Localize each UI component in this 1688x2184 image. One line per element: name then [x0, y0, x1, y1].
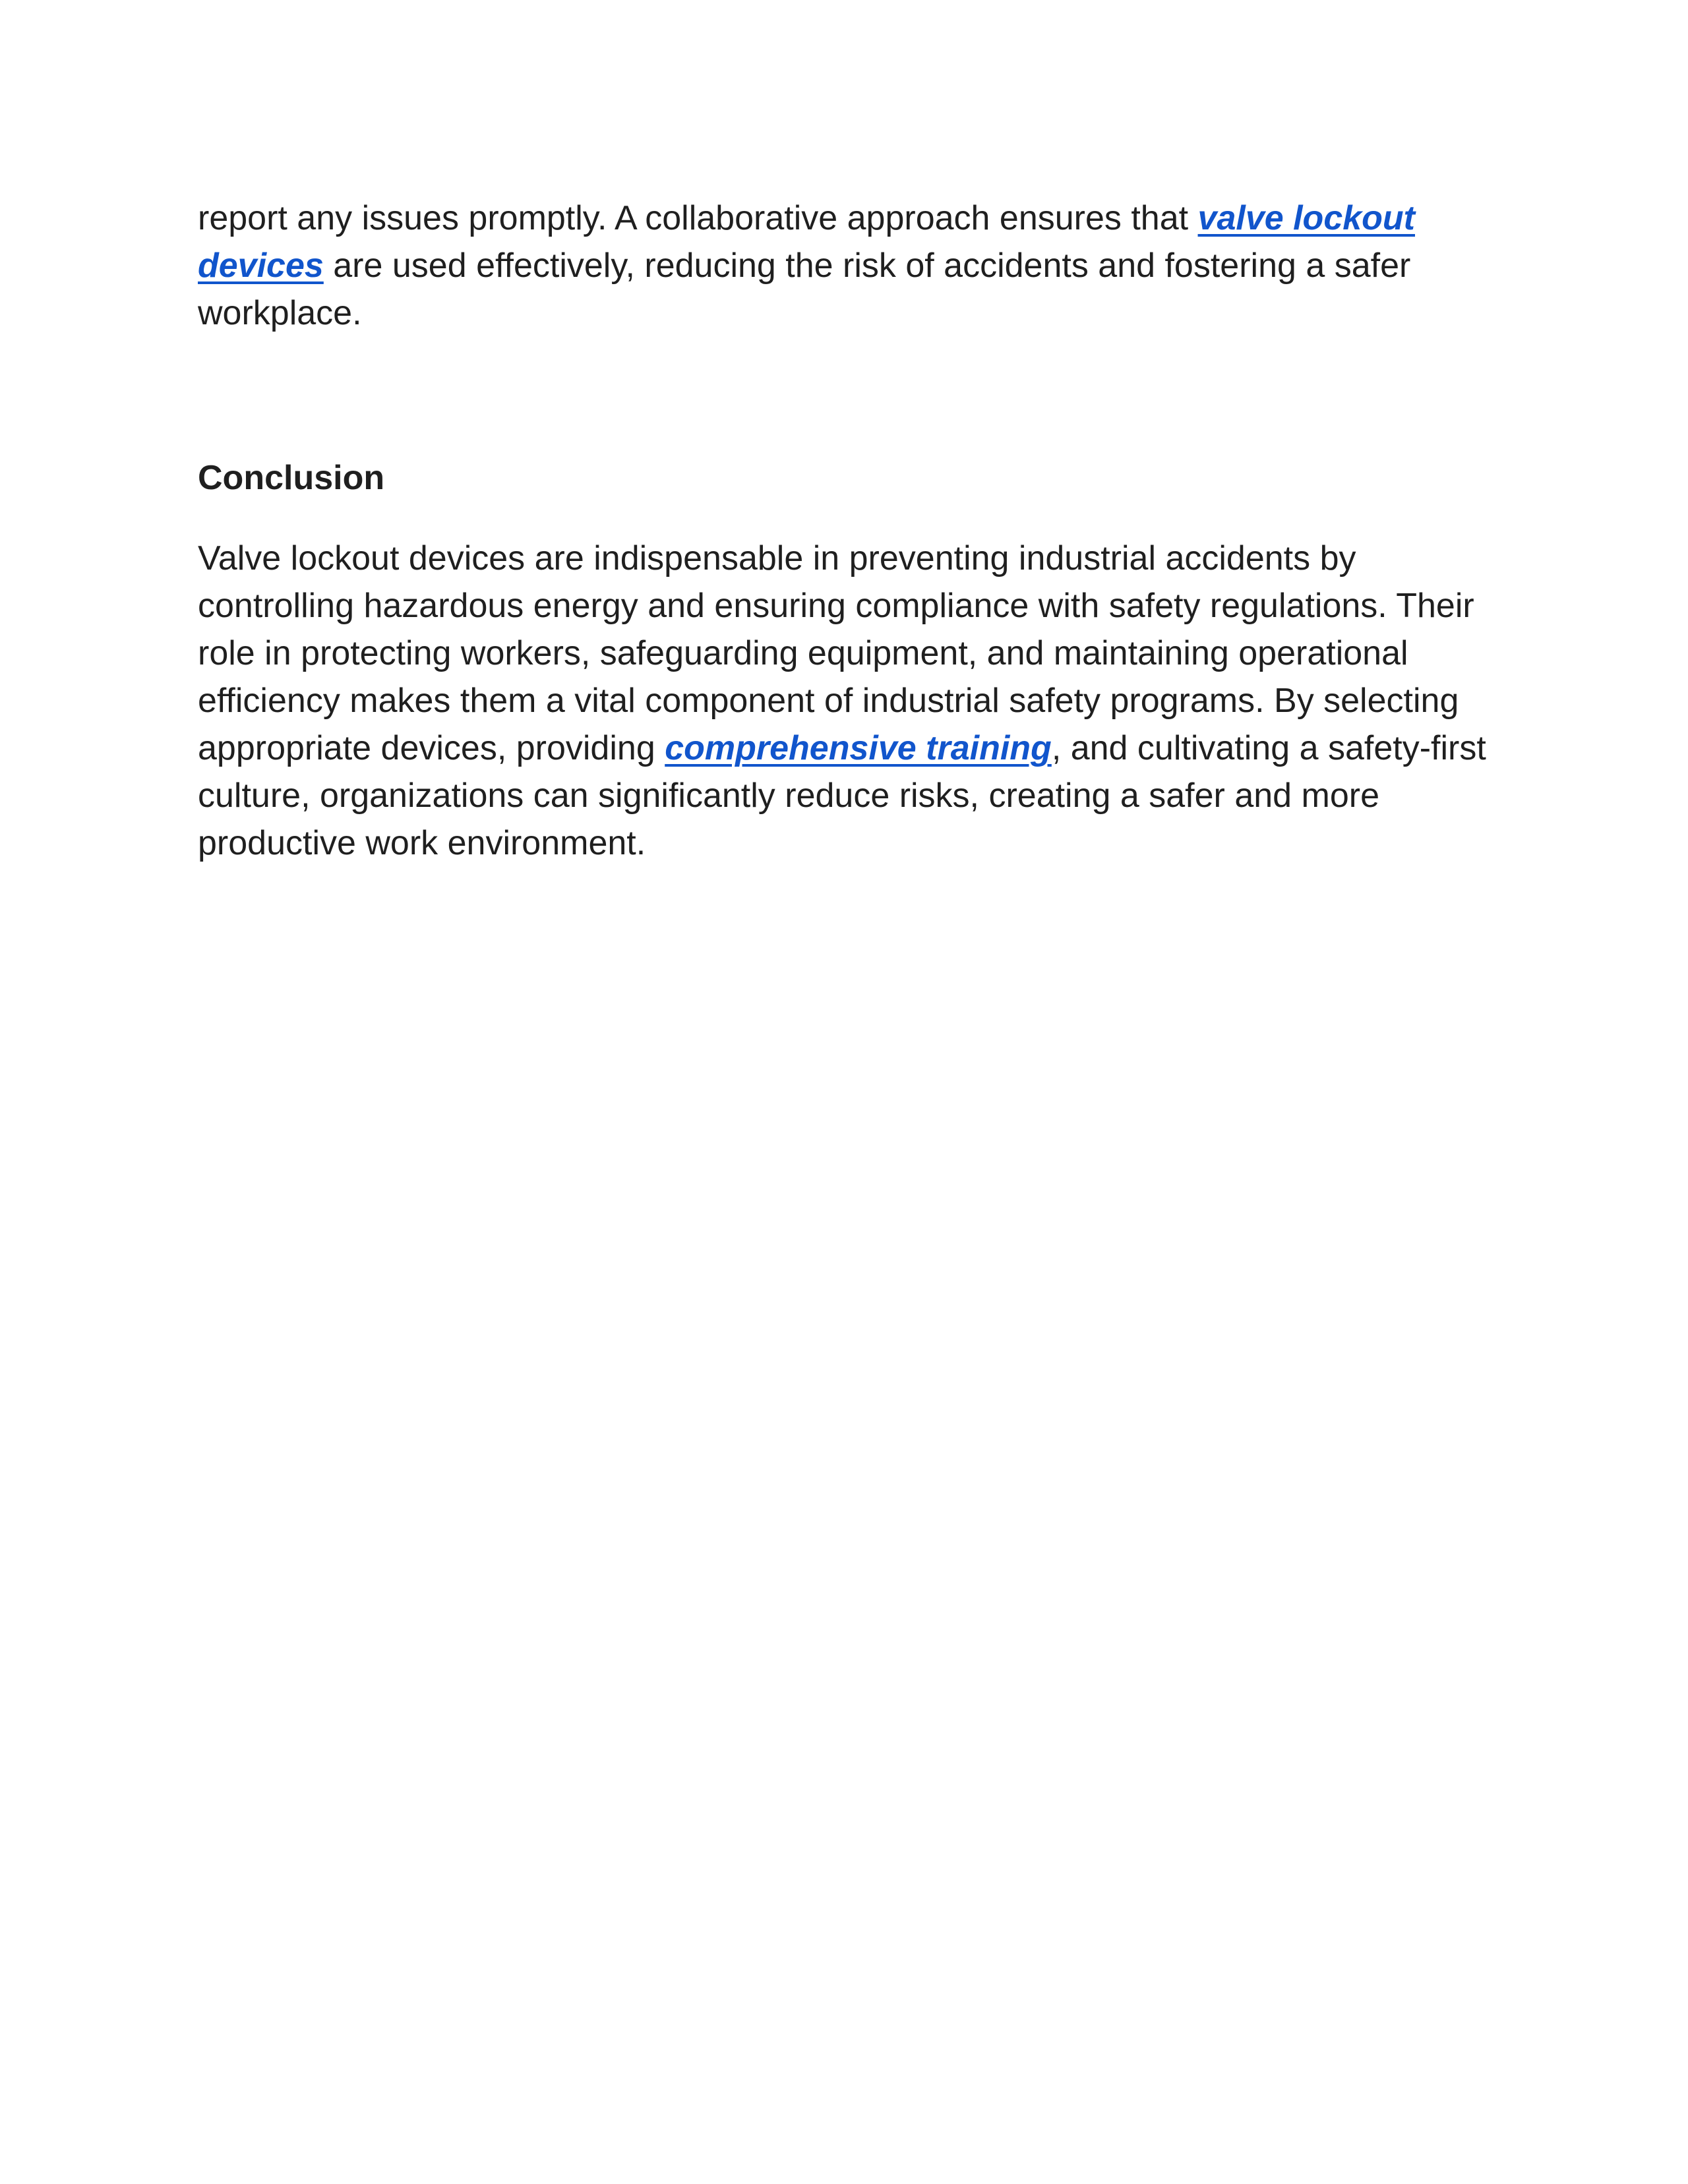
conclusion-heading: Conclusion: [198, 459, 385, 497]
conclusion-text-before-link: Valve lockout devices are indispensable in preventing industrial accidents by controlling hazardous energy and ensuring compliance with safety regulations. Their role in protecting workers, safeguarding equipment, and maintaining operational efficiency makes them a vital component of industrial safety programs. By selecting appropriate devices, providing: [198, 539, 1474, 767]
intro-text-after-link: are used effectively, reducing the risk of accidents and fostering a safer workplace.: [198, 247, 1411, 332]
intro-paragraph: [198, 194, 1490, 337]
conclusion-text-after-link: , and cultivating a safety-first culture, organizations can significantly reduce risks, creating a safer and more productive work environment.: [198, 729, 1486, 862]
conclusion-paragraph: [198, 535, 1490, 867]
intro-text-before-link: report any issues promptly. A collaborative approach ensures that: [198, 199, 1198, 237]
comprehensive-training-link[interactable]: comprehensive training: [665, 729, 1052, 767]
document-body: [198, 194, 1490, 867]
valve-lockout-devices-link[interactable]: valve lockout devices: [198, 199, 1415, 285]
